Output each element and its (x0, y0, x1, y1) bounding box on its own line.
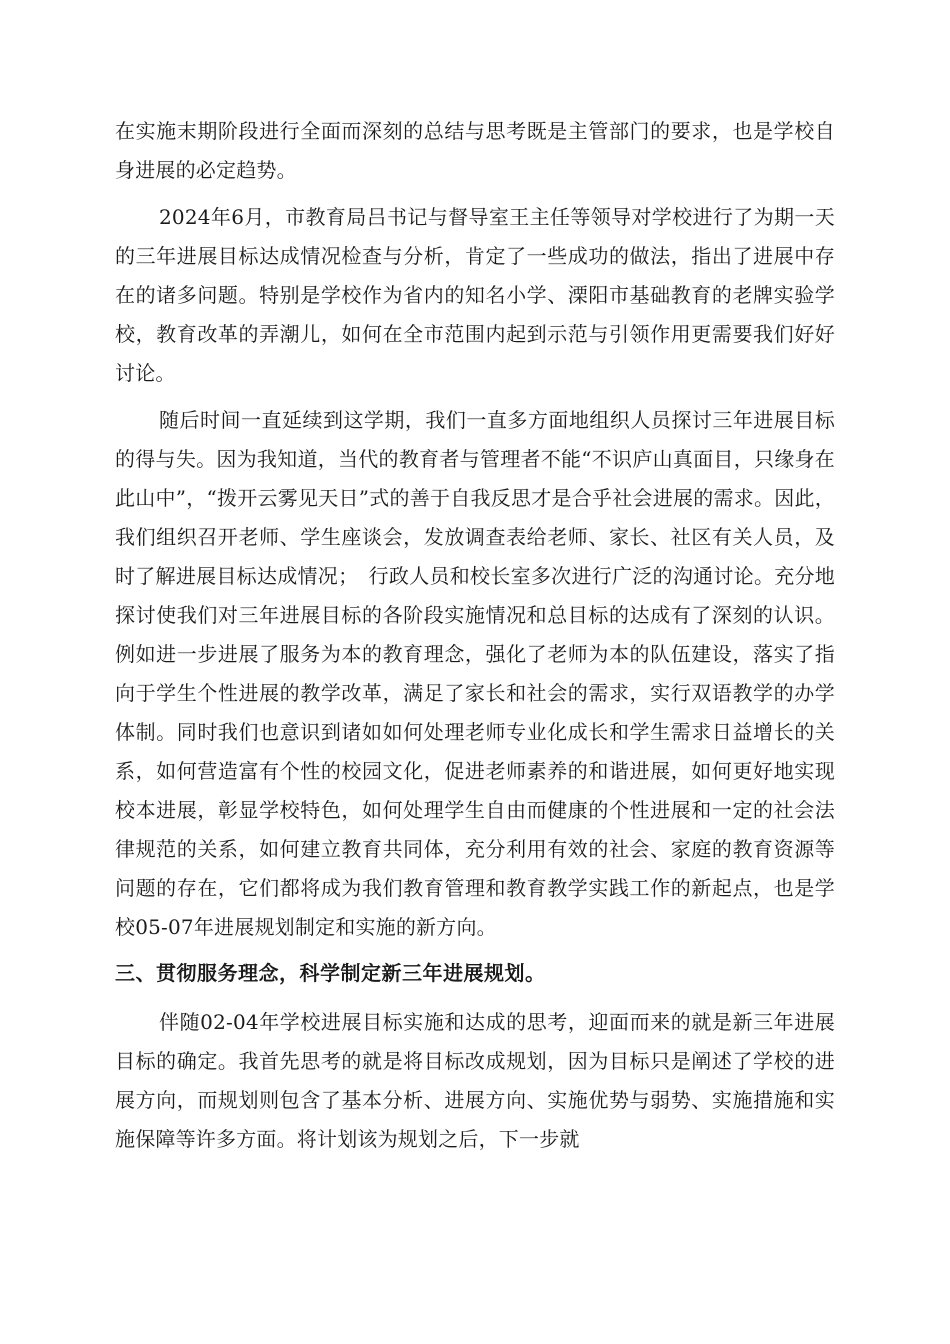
paragraph-reflection: 随后时间一直延续到这学期，我们一直多方面地组织人员探讨三年进展目标的得与失。因为我知道，当代的教育者与管理者不能“不识庐山真面目，只缘身在此山中”，“拨开云雾见天日”式的善于自我反思才是合乎社会进展的需求。因此，我们组织召开老师、学生座谈会，发放调查表给老师、家长、社区有关人员，及时了解进展目标达成情况； 行政人员和校长室多次进行广泛的沟通讨论。充分地探讨使我们对三年进展目标的各阶段实施情况和总目标的达成有了深刻的认识。例如进一步进展了服务为本的教育理念，强化了老师为本的队伍建设，落实了指向于学生个性进展的教学改革，满足了家长和社会的需求，实行双语教学的办学体制。同时我们也意识到诸如如何处理老师专业化成长和学生需求日益增长的关系，如何营造富有个性的校园文化，促进老师素养的和谐进展，如何更好地实现校本进展，彰显学校特色，如何处理学生自由而健康的个性进展和一定的社会法律规范的关系，如何建立教育共同体，充分利用有效的社会、家庭的教育资源等问题的存在，它们都将成为我们教育管理和教育教学实践工作的新起点，也是学校05-07年进展规划制定和实施的新方向。 (115, 408, 835, 939)
paragraph-inspection: 2024年6月，市教育局吕书记与督导室王主任等领导对学校进行了为期一天的三年进展目标达成情况检查与分析，肯定了一些成功的做法，指出了进展中存在的诸多问题。特别是学校作为省内的知名小学、溧阳市基础教育的老牌实验学校，教育改革的弄潮儿，如何在全市范围内起到示范与引领作用更需要我们好好讨论。 (115, 205, 835, 385)
document-body (115, 112, 835, 1165)
section-heading: 三、贯彻服务理念，科学制定新三年进展规划。 (115, 961, 546, 985)
paragraph-planning: 伴随02-04年学校进展目标实施和达成的思考，迎面而来的就是新三年进展目标的确定。我首先思考的就是将目标改成规划，因为目标只是阐述了学校的进展方向，而规划则包含了基本分析、进展方向、实施优势与弱势、实施措施和实施保障等许多方面。将计划该为规划之后，下一步就 (115, 1010, 835, 1151)
paragraph-intro-continuation: 在实施末期阶段进行全面而深刻的总结与思考既是主管部门的要求，也是学校自身进展的必定趋势。 (115, 119, 835, 182)
